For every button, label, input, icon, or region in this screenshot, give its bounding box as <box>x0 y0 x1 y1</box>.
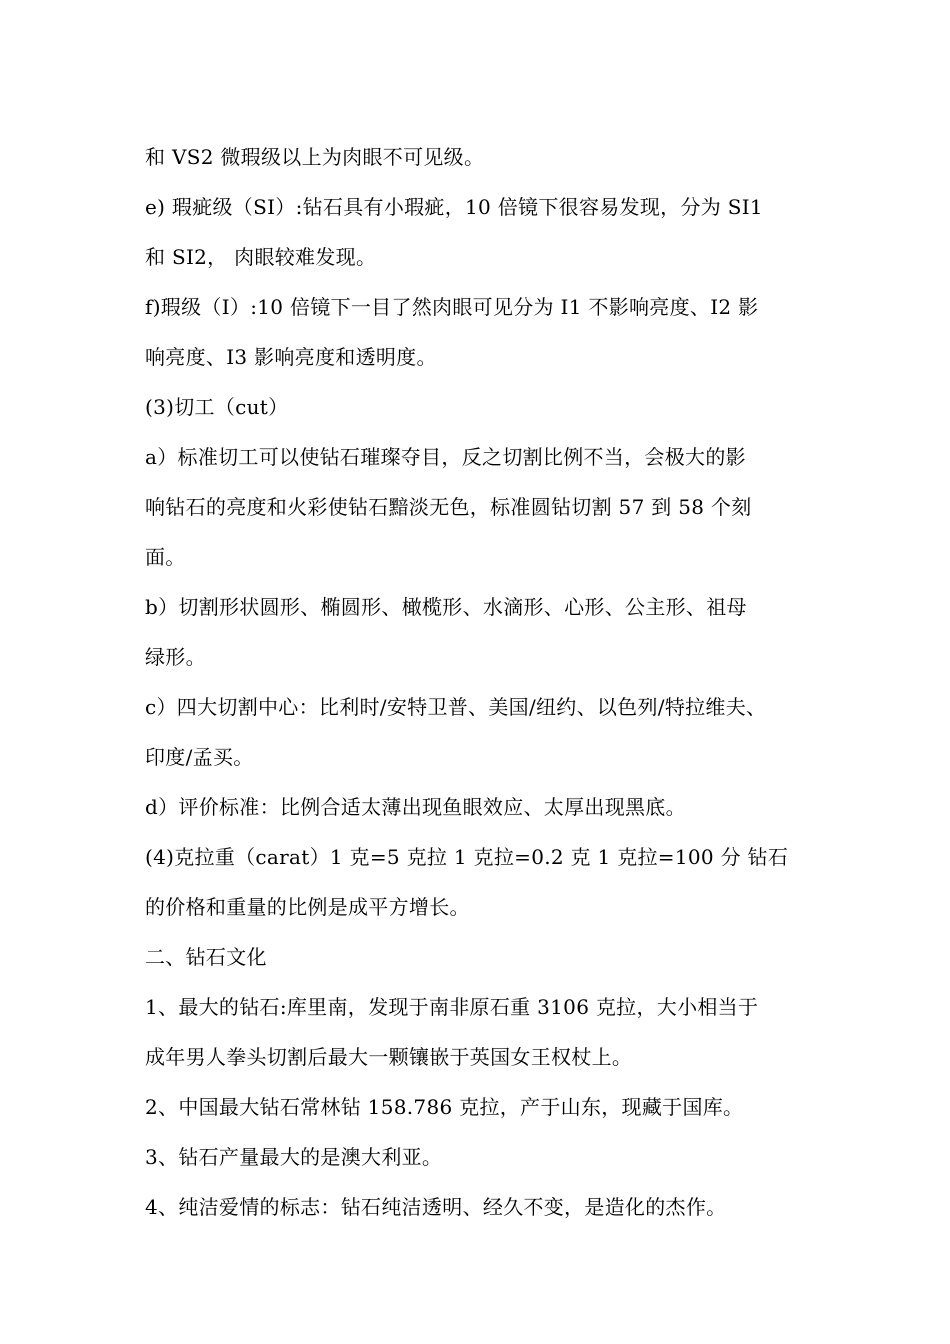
text-line: (4)克拉重（carat）1 克=5 克拉 1 克拉=0.2 克 1 克拉=100 分 钻石 <box>145 845 789 869</box>
text-line: 和 VS2 微瑕级以上为肉眼不可见级。 <box>145 145 485 169</box>
text-line: b）切割形状圆形、椭圆形、橄榄形、水滴形、心形、公主形、祖母 <box>145 595 747 619</box>
text-line: (3)切工（cut） <box>145 395 289 419</box>
text-line: 绿形。 <box>145 645 206 669</box>
text-line: 的价格和重量的比例是成平方增长。 <box>145 895 470 919</box>
text-line: 成年男人拳头切割后最大一颗镶嵌于英国女王权杖上。 <box>145 1045 633 1069</box>
text-line: e) 瑕疵级（SI）:钻石具有小瑕疵，10 倍镜下很容易发现，分为 SI1 <box>145 195 763 219</box>
text-line: c）四大切割中心：比利时/安特卫普、美国/纽约、以色列/特拉维夫、 <box>145 695 767 719</box>
text-line: 响亮度、I3 影响亮度和透明度。 <box>145 345 437 369</box>
text-line: 印度/孟买。 <box>145 745 254 769</box>
document-body <box>145 132 825 1232</box>
text-line: 面。 <box>145 545 186 569</box>
text-line: 1、最大的钻石:库里南，发现于南非原石重 3106 克拉，大小相当于 <box>145 995 759 1019</box>
text-line: f)瑕级（I）:10 倍镜下一目了然肉眼可见分为 I1 不影响亮度、I2 影 <box>145 295 759 319</box>
text-line: 4、纯洁爱情的标志：钻石纯洁透明、经久不变，是造化的杰作。 <box>145 1195 727 1219</box>
text-line: 2、中国最大钻石常林钻 158.786 克拉，产于山东，现藏于国库。 <box>145 1095 744 1119</box>
text-line: a）标准切工可以使钻石璀璨夺目，反之切割比例不当，会极大的影 <box>145 445 746 469</box>
text-line: d）评价标准：比例合适太薄出现鱼眼效应、太厚出现黑底。 <box>145 795 686 819</box>
text-line: 响钻石的亮度和火彩使钻石黯淡无色，标准圆钻切割 57 到 58 个刻 <box>145 495 752 519</box>
text-line: 3、钻石产量最大的是澳大利亚。 <box>145 1145 443 1169</box>
text-line: 和 SI2， 肉眼较难发现。 <box>145 245 377 269</box>
section-heading: 二、钻石文化 <box>145 945 267 969</box>
